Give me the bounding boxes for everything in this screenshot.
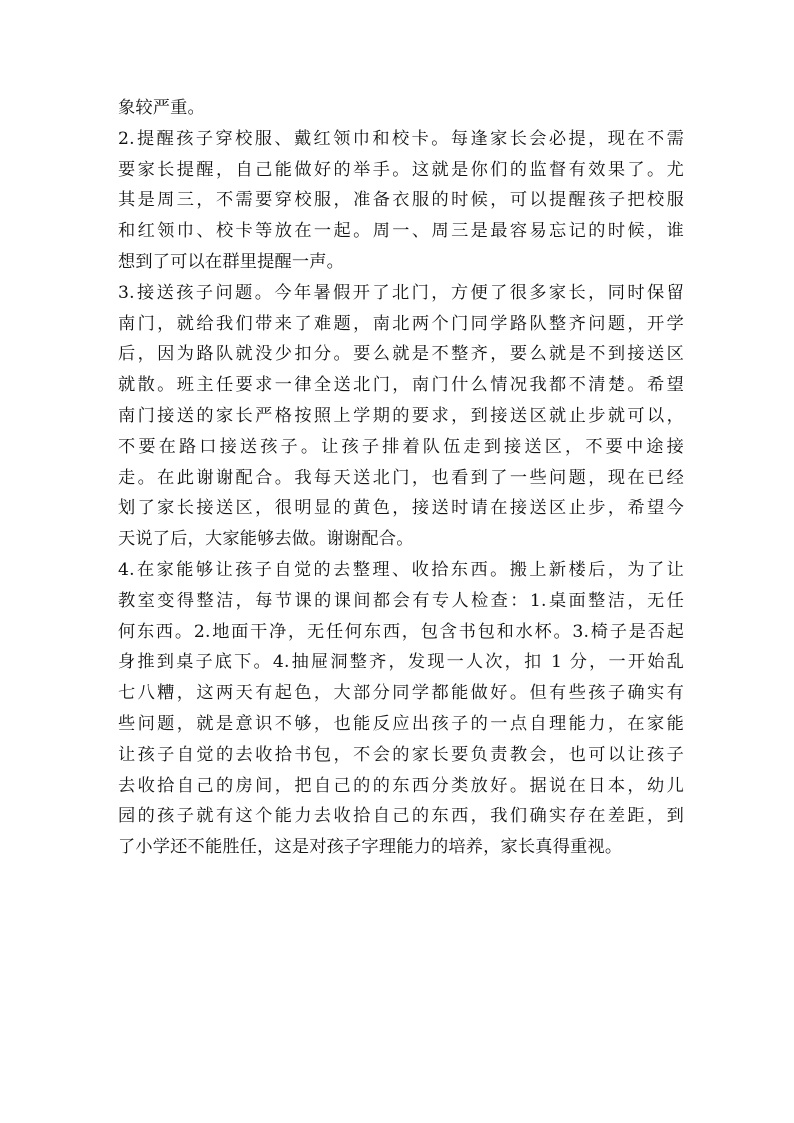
paragraph-self-organizing xyxy=(118,555,684,863)
text-line: 和红领巾、校卡等放在一起。周一、周三是最容易忘记的时候，谁 xyxy=(118,221,684,242)
text-line: 些问题，就是意识不够，也能反应出孩子的一点自理能力，在家能 xyxy=(118,713,684,734)
text-line: 4.在家能够让孩子自觉的去整理、收拾东西。搬上新楼后，为了让 xyxy=(118,559,684,580)
text-line: 不要在路口接送孩子。让孩子排着队伍走到接送区，不要中途接 xyxy=(118,436,684,457)
text-line: 其是周三，不需要穿校服，准备衣服的时候，可以提醒孩子把校服 xyxy=(118,190,684,211)
text-line: 要家长提醒，自己能做好的举手。这就是你们的监督有效果了。尤 xyxy=(118,159,684,180)
text-line: 让孩子自觉的去收拾书包，不会的家长要负责教会，也可以让孩子 xyxy=(118,744,684,765)
text-line: 划了家长接送区，很明显的黄色，接送时请在接送区止步，希望今 xyxy=(118,498,684,519)
text-line: 去收拾自己的房间，把自己的的东西分类放好。据说在日本，幼儿 xyxy=(118,775,684,796)
text-line: 就散。班主任要求一律全送北门，南门什么情况我都不清楚。希望 xyxy=(118,375,684,396)
text-line: 后，因为路队就没少扣分。要么就是不整齐，要么就是不到接送区 xyxy=(118,344,684,365)
text-line: 身推到桌子底下。4.抽屉洞整齐，发现一人次，扣 1 分，一开始乱 xyxy=(118,652,684,673)
paragraph-pickup-issue xyxy=(118,278,684,555)
text-line: 象较严重。 xyxy=(118,98,205,118)
text-line: 了小学还不能胜任，这是对孩子字理能力的培养，家长真得重视。 xyxy=(118,837,623,858)
text-line: 3.接送孩子问题。今年暑假开了北门，方便了很多家长，同时保留 xyxy=(118,282,684,303)
paragraph-uniform-reminder xyxy=(118,124,684,278)
text-line: 2.提醒孩子穿校服、戴红领巾和校卡。每逢家长会必提，现在不需 xyxy=(118,128,684,149)
document-page xyxy=(118,93,684,863)
text-line: 何东西。2.地面干净，无任何东西，包含书包和水杯。3.椅子是否起 xyxy=(118,621,684,642)
text-line: 天说了后，大家能够去做。谢谢配合。 xyxy=(118,529,414,550)
paragraph-continuation xyxy=(118,93,684,124)
text-line: 想到了可以在群里提醒一声。 xyxy=(118,251,345,272)
text-line: 七八糟，这两天有起色，大部分同学都能做好。但有些孩子确实有 xyxy=(118,683,684,704)
text-line: 南门，就给我们带来了难题，南北两个门同学路队整齐问题，开学 xyxy=(118,313,684,334)
text-line: 教室变得整洁，每节课的课间都会有专人检查：1.桌面整洁，无任 xyxy=(118,590,684,611)
text-line: 园的孩子就有这个能力去收拾自己的东西，我们确实存在差距，到 xyxy=(118,806,684,827)
text-line: 南门接送的家长严格按照上学期的要求，到接送区就止步就可以， xyxy=(118,405,684,426)
text-line: 走。在此谢谢配合。我每天送北门，也看到了一些问题，现在已经 xyxy=(118,467,684,488)
